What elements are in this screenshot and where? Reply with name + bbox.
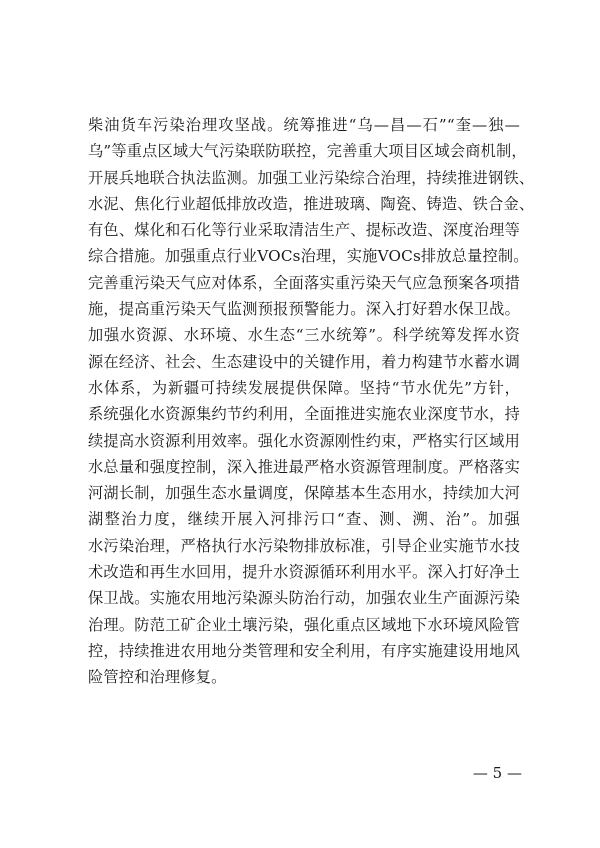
text-line: 控，持续推进农用地分类管理和安全利用，有序实施建设用地风 [88, 641, 520, 660]
text-line: 术改造和再生水回用，提升水资源循环利用水平。深入打好净土 [88, 563, 520, 582]
text-line: 施，提高重污染天气监测预报预警能力。深入打好碧水保卫战。 [88, 300, 520, 319]
text-line: 河湖长制，加强生态水量调度，保障基本生态用水，持续加大河 [88, 484, 520, 503]
body-text [88, 112, 535, 691]
text-line: 险管控和治理修复。 [88, 668, 227, 687]
text-line: 有色、煤化和石化等行业采取清洁生产、提标改造、深度治理等 [88, 221, 520, 240]
text-line: 柴油货车污染治理攻坚战。统筹推进“乌—昌—石”“奎—独— [88, 116, 520, 134]
text-line: 水体系，为新疆可持续发展提供保障。坚持“节水优先”方针， [88, 378, 520, 397]
text-line: 治理。防范工矿企业土壤污染，强化重点区域地下水环境风险管 [88, 615, 520, 634]
text-line: 水污染治理，严格执行水污染物排放标准，引导企业实施节水技 [88, 536, 520, 555]
text-line: 水泥、焦化行业超低排放改造，推进玻璃、陶瓷、铸造、铁合金、 [88, 194, 535, 213]
text-line: 系统强化水资源集约节约利用，全面推进实施农业深度节水，持 [88, 405, 520, 424]
text-line: 乌”等重点区域大气污染联防联控，完善重大项目区域会商机制， [88, 142, 527, 161]
text-line: 加强水资源、水环境、水生态“三水统筹”。科学统筹发挥水资 [88, 326, 520, 345]
page-number: — 5 — [472, 764, 522, 782]
text-line: 水总量和强度控制，深入推进最严格水资源管理制度。严格落实 [88, 457, 520, 476]
text-line: 续提高水资源利用效率。强化水资源刚性约束，严格实行区域用 [88, 431, 520, 450]
text-line: 开展兵地联合执法监测。加强工业污染综合治理，持续推进钢铁、 [88, 168, 535, 187]
text-line: 源在经济、社会、生态建设中的关键作用，着力构建节水蓄水调 [88, 352, 520, 371]
text-line: 综合措施。加强重点行业VOCs治理，实施VOCs排放总量控制。 [88, 247, 529, 266]
text-line: 完善重污染天气应对体系，全面落实重污染天气应急预案各项措 [88, 273, 520, 292]
text-line: 保卫战。实施农用地污染源头防治行动，加强农业生产面源污染 [88, 589, 520, 608]
text-line: 湖整治力度，继续开展入河排污口“查、测、溯、治”。加强 [88, 510, 520, 529]
